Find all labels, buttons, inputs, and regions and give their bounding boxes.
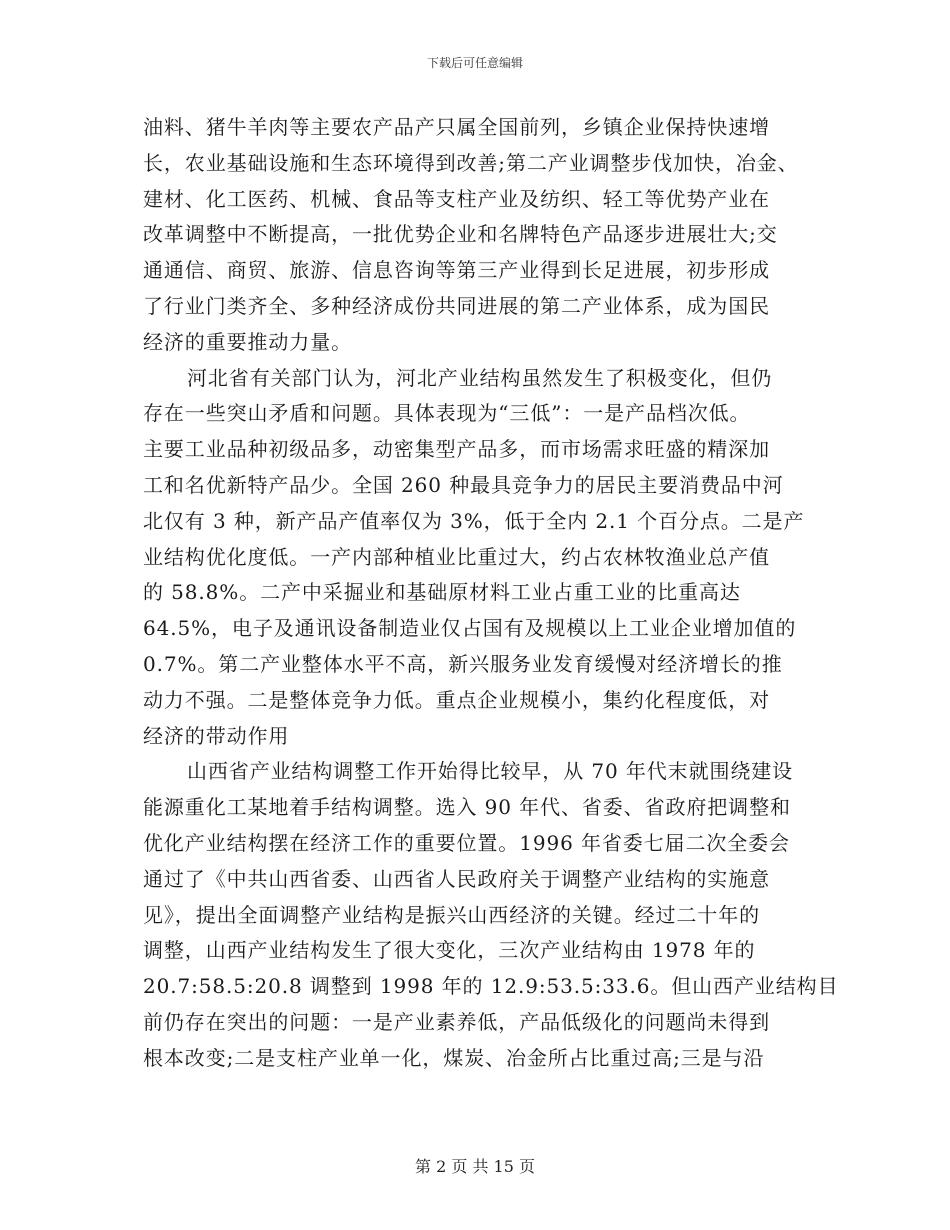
text-line: 经济的重要推动力量。 <box>143 329 352 354</box>
paragraph-start-line: 山西省产业结构调整工作开始得比较早，从 70 年代末就围绕建设 <box>187 759 794 784</box>
text-line: 通通信、商贸、旅游、信息咨询等第三产业得到长足进展，初步形成 <box>143 258 770 283</box>
text-line: 改革调整中不断提高，一批优势企业和名牌特色产品逐步进展壮大;交 <box>143 222 778 247</box>
page-footer: 第 2 页 共 15 页 <box>415 1157 535 1176</box>
text-line: 长，农业基础设施和生态环境得到改善;第二产业调整步伐加快，冶金、 <box>143 150 799 175</box>
page-header: 下载后可任意编辑 <box>426 56 523 70</box>
text-line: 主要工业品种初级品多，动密集型产品多，而市场需求旺盛的精深加 <box>143 437 770 462</box>
text-line: 动力不强。二是整体竞争力低。重点企业规模小，集约化程度低，对 <box>143 687 770 712</box>
text-line: 油料、猪牛羊肉等主要农产品产只属全国前列，乡镇企业保持快速增 <box>143 115 770 139</box>
paragraph-start-line: 河北省有关部门认为，河北产业结构虽然发生了积极变化，但仍 <box>187 365 773 390</box>
text-line: 前仍存在突出的问题：一是产业素养低，产品低级化的问题尚未得到 <box>143 1009 770 1034</box>
document-body <box>143 110 839 1077</box>
text-line: 建材、化工医药、机械、食品等支柱产业及纺织、轻工等优势产业在 <box>143 186 770 211</box>
text-line: 的 58.8%。二产中采掘业和基础原材料工业占重工业的比重高达 <box>143 580 741 605</box>
text-line: 北仅有 3 种，新产品产值率仅为 3%，低于全内 2.1 个百分点。二是产 <box>143 508 805 533</box>
text-line: 存在一些突山矛盾和问题。具体表现为“三低”：一是产品档次低。 <box>143 401 751 426</box>
text-line: 见》，提出全面调整产业结构是振兴山西经济的关键。经过二十年的 <box>143 902 760 927</box>
text-line: 0.7%。第二产业整体水平不高，新兴服务业发育缓慢对经济增长的推 <box>143 651 783 676</box>
text-line: 业结构优化度低。一产内部种植业比重过大，约占农林牧渔业总产值 <box>143 544 770 569</box>
text-line: 通过了《中共山西省委、山西省人民政府关于调整产业结构的实施意 <box>143 866 770 891</box>
text-line: 根本改变;二是支柱产业单一化，煤炭、冶金所占比重过高;三是与沿 <box>143 1045 765 1070</box>
text-line: 优化产业结构摆在经济工作的重要位置。1996 年省委七届二次全委会 <box>143 830 790 855</box>
text-line: 了行业门类齐全、多种经济成份共同进展的第二产业体系，成为国民 <box>143 293 770 318</box>
text-line: 工和名优新特产品少。全国 260 种最具竞争力的居民主要消费品中河 <box>143 472 784 497</box>
text-line: 64.5%，电子及通讯设备制造业仅占国有及规模以上工业企业增加值的 <box>143 616 797 641</box>
text-line: 20.7:58.5:20.8 调整到 1998 年的 12.9:53.5:33.6。但山西产业结构目 <box>143 974 839 999</box>
text-line: 能源重化工某地着手结构调整。选入 90 年代、省委、省政府把调整和 <box>143 795 791 820</box>
text-line: 调整，山西产业结构发生了很大变化，三次产业结构由 1978 年的 <box>143 938 756 963</box>
text-line: 经济的带动作用 <box>143 723 290 748</box>
